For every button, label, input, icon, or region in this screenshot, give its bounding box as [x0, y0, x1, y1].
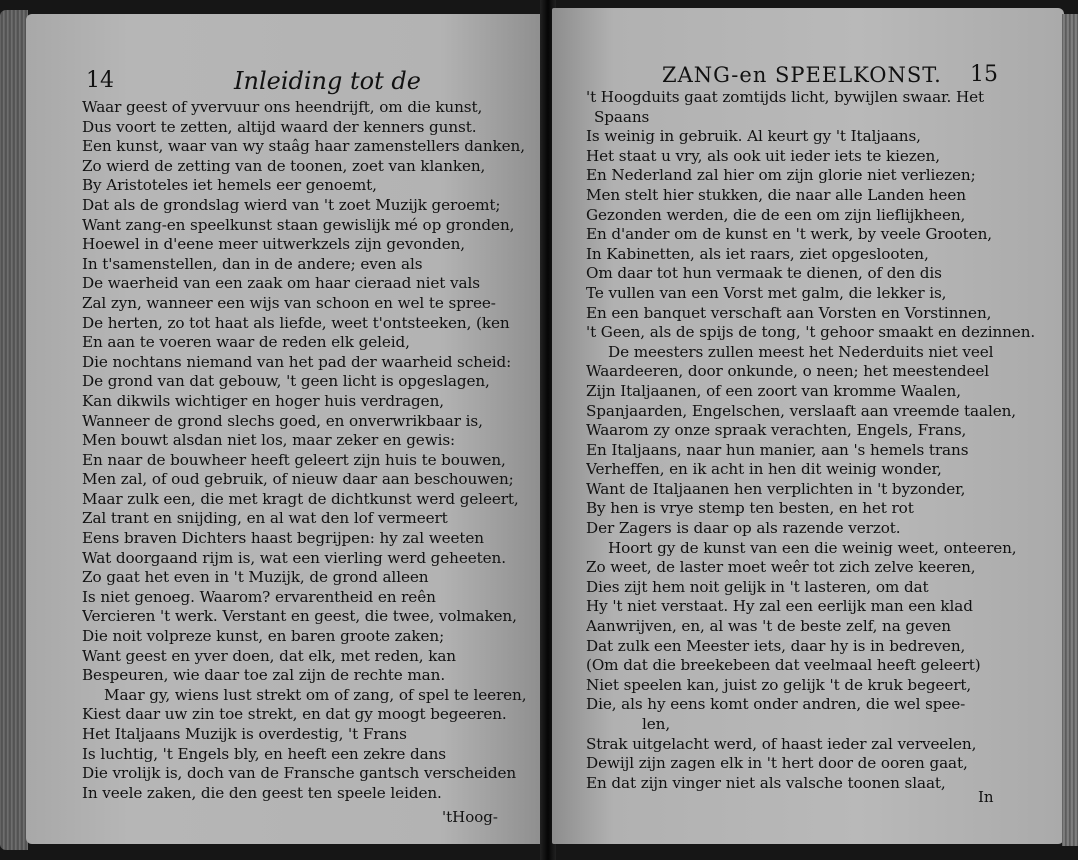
text-line: Die vrolijk is, doch van de Fransche gantsch verscheiden	[82, 764, 517, 783]
text-line: Het staat u vry, als ook uit ieder iets te kiezen,	[586, 146, 940, 165]
page-edges-right	[1062, 14, 1078, 846]
right-page	[552, 8, 1064, 844]
text-line: Dat zulk een Meester iets, daar hy is in bedreven,	[586, 636, 966, 655]
text-line: Zo gaat het even in 't Muzijk, de grond alleen	[82, 568, 429, 587]
text-line: Waardeeren, door onkunde, o neen; het meestendeel	[586, 362, 990, 381]
text-line: De grond van dat gebouw, 't geen licht is opgeslagen,	[82, 372, 490, 391]
text-line: Die, als hy eens komt onder andren, die wel spee-	[586, 695, 966, 714]
text-line: Om daar tot hun vermaak te dienen, of den dis	[586, 264, 942, 283]
text-line: Verheffen, en ik acht in hen dit weinig wonder,	[586, 460, 942, 479]
text-line: En d'ander om de kunst en 't werk, by veele Grooten,	[586, 225, 992, 244]
text-line: Want de Italjaanen hen verplichten in 't byzonder,	[586, 479, 966, 498]
text-line: Dies zijt hem noit gelijk in 't lasteren, om dat	[586, 577, 929, 596]
text-block	[586, 88, 1056, 793]
text-line: By hen is vrye stemp ten besten, en het rot	[586, 499, 914, 518]
text-line: Wat doorgaand rijm is, wat een vierling werd geheeten.	[82, 548, 506, 567]
catchword: 'tHoog-	[442, 808, 498, 826]
text-line: Zo weet, de laster moet weêr tot zich zelve keeren,	[586, 558, 976, 577]
page-number: 14	[86, 68, 114, 93]
text-line: Spanjaarden, Engelschen, verslaaft aan vreemde taalen,	[586, 401, 1017, 420]
text-line: Hy 't niet verstaat. Hy zal een eerlijk man een klad	[586, 597, 973, 616]
text-line: Die nochtans niemand van het pad der waarheid scheid:	[82, 352, 512, 371]
text-line: De herten, zo tot haat als liefde, weet t'ontsteeken, (ken	[82, 313, 510, 332]
text-line: Maar zulk een, die met kragt de dichtkunst werd geleert,	[82, 489, 519, 508]
text-line: De waerheid van een zaak om haar cieraad niet vals	[82, 274, 480, 293]
text-line: Wanneer de grond slechs goed, en onverwrikbaar is,	[82, 411, 483, 430]
text-line: Eens braven Dichters haast begrijpen: hy zal weeten	[82, 529, 484, 548]
text-block	[82, 98, 542, 803]
text-line: Is weinig in gebruik. Al keurt gy 't Italjaans,	[586, 127, 921, 146]
left-page	[26, 14, 544, 844]
text-line: Zal zyn, wanneer een wijs van schoon en wel te spree-	[82, 293, 496, 312]
text-line: 't Geen, als de spijs de tong, 't gehoor smaakt en dezinnen.	[586, 323, 1036, 342]
text-line: Dat als de grondslag wierd van 't zoet Muzijk geroemt;	[82, 195, 501, 214]
text-line: Vercieren 't werk. Verstant en geest, die twee, volmaken,	[82, 607, 517, 626]
text-line: En een banquet verschaft aan Vorsten en Vorstinnen,	[586, 303, 992, 322]
text-line: Waar geest of yvervuur ons heendrijft, om die kunst,	[82, 98, 483, 116]
text-line: Is niet genoeg. Waarom? ervarentheid en reên	[82, 587, 436, 606]
page-number: 15	[970, 62, 998, 87]
text-line: En aan te voeren waar de reden elk geleid,	[82, 333, 410, 352]
catchword: In	[978, 788, 994, 806]
text-line: Waarom zy onze spraak verachten, Engels, Frans,	[586, 421, 967, 440]
text-line: Der Zagers is daar op als razende verzot.	[586, 519, 901, 538]
text-line: En naar de bouwheer heeft geleert zijn huis te bouwen,	[82, 450, 506, 469]
page-edges-left	[0, 10, 28, 850]
text-line: Zal trant en snijding, en al wat den lof vermeert	[82, 509, 448, 528]
running-head: ZANG-en SPEELKONST.	[662, 63, 942, 87]
text-line: Zo wierd de zetting van de toonen, zoet van klanken,	[82, 156, 486, 175]
text-line: Zijn Italjaanen, of een zoort van kromme Waalen,	[586, 381, 961, 400]
text-line: Niet speelen kan, juist zo gelijk 't de kruk begeert,	[586, 675, 972, 694]
text-line: len,	[642, 715, 671, 733]
text-line: Strak uitgelacht werd, of haast ieder zal verveelen,	[586, 734, 977, 753]
text-line: 't Hoogduits gaat zomtijds licht, bywijlen swaar. Het	[586, 88, 985, 106]
text-line: Die noit volpreze kunst, en baren groote zaken;	[82, 627, 445, 646]
text-line: Aanwrijven, en, al was 't de beste zelf, na geven	[586, 617, 951, 636]
text-line: Men zal, of oud gebruik, of nieuw daar aan beschouwen;	[82, 470, 514, 489]
text-line: Maar gy, wiens lust strekt om of zang, of spel te leeren,	[104, 685, 527, 704]
text-line: Want zang-en speelkunst staan gewislijk mé op gronden,	[82, 215, 515, 234]
text-line: En Italjaans, naar hun manier, aan 's hemels trans	[586, 440, 969, 459]
text-line: Spaans	[594, 107, 650, 126]
text-line: Bespeuren, wie daar toe zal zijn de rechte man.	[82, 666, 446, 685]
text-line: Hoewel in d'eene meer uitwerkzels zijn gevonden,	[82, 235, 466, 254]
text-line: Want geest en yver doen, dat elk, met reden, kan	[82, 646, 456, 665]
text-line: Dewijl zijn zagen elk in 't hert door de ooren gaat,	[586, 754, 968, 773]
text-line: By Aristoteles iet hemels eer genoemt,	[82, 176, 377, 195]
text-line: Men stelt hier stukken, die naar alle Landen heen	[586, 185, 966, 204]
text-line: Te vullen van een Vorst met galm, die lekker is,	[586, 283, 947, 302]
text-line: In veele zaken, die den geest ten speele leiden.	[82, 783, 442, 802]
text-line: Kan dikwils wichtiger en hoger huis verdragen,	[82, 391, 444, 410]
text-line: Kiest daar uw zin toe strekt, en dat gy moogt begeeren.	[82, 705, 507, 724]
text-line: Gezonden werden, die de een om zijn lieflijkheen,	[586, 205, 966, 224]
text-line: Het Italjaans Muzijk is overdestig, 't Frans	[82, 725, 407, 743]
text-line: Hoort gy de kunst van een die weinig weet, onteeren,	[608, 538, 1017, 557]
text-line: Is luchtig, 't Engels bly, en heeft een zekre dans	[82, 744, 446, 763]
text-line: Een kunst, waar van wy staâg haar zamenstellers danken,	[82, 137, 525, 156]
text-line: De meesters zullen meest het Nederduits niet veel	[608, 342, 994, 361]
text-line: In Kabinetten, als iet raars, ziet opgeslooten,	[586, 244, 929, 263]
text-line: En dat zijn vinger niet als valsche toonen slaat,	[586, 773, 946, 792]
text-line: In t'samenstellen, dan in de andere; even als	[82, 254, 423, 273]
running-head: Inleiding tot de	[234, 67, 421, 95]
text-line: Men bouwt alsdan niet los, maar zeker en gewis:	[82, 431, 456, 450]
text-line: Dus voort te zetten, altijd waard der kenners gunst.	[82, 117, 477, 136]
text-line: (Om dat die breekebeen dat veelmaal heeft geleert)	[586, 656, 981, 675]
text-line: En Nederland zal hier om zijn glorie niet verliezen;	[586, 166, 976, 185]
